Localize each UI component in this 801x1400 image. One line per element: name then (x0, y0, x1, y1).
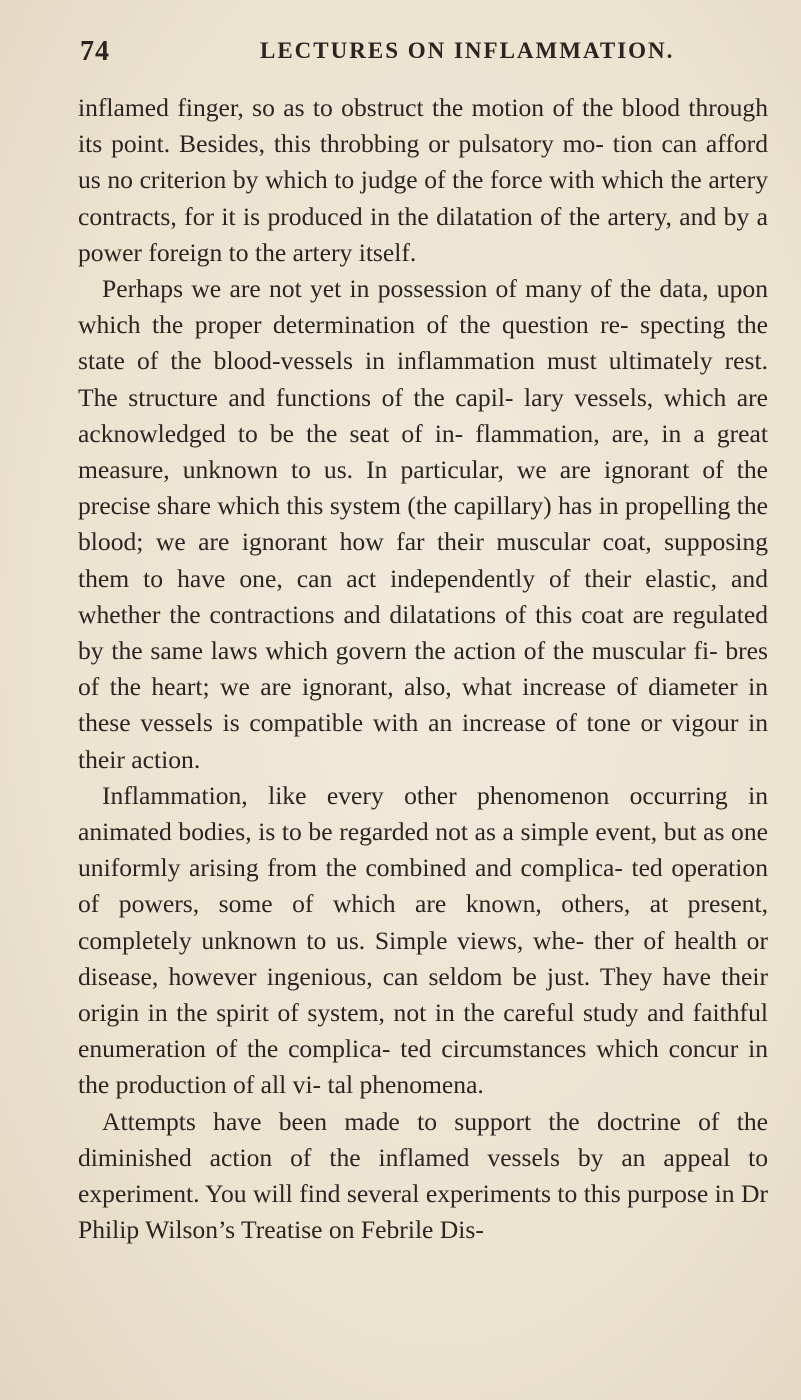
paragraph-continuation: inflamed finger, so as to obstruct the motion of the blood through its point. Besides, this throbbing or pulsatory mo- tion can afford us no criterion by which to judge of the force with which the artery contracts, for it is produced in the dilatation of the artery, and by a power foreign to the artery itself. (78, 93, 768, 267)
page-number: 74 (80, 36, 110, 67)
paragraph-inflammation-phenomenon: Inflammation, like every other phenomenon occurring in animated bodies, is to be regarded not as a simple event, but as one uniformly arising from the combined and complica- ted operation of powers, some of which are known, others, at present, completely unknown to us. Simple views, whe- ther of health or disease, however ingenious, can seldom be just. They have their origin in the spirit of system, not in the careful study and faithful enumeration of the complica- ted circumstances which concur in the production of all vi- tal phenomena. (78, 780, 768, 1100)
running-title: LECTURES ON INFLAMMATION. (260, 38, 675, 63)
paragraph-data-question: Perhaps we are not yet in possession of many of the data, upon which the proper determination of the question re- specting the state of the blood-vessels in inflammation must ultimately rest. The structure and functions of the capil- lary vessels, which are acknowledged to be the seat of in- flammation, are, in a great measure, unknown to us. In particular, we are ignorant of the precise share which this system (the capillary) has in propelling the blood; we are ignorant how far their muscular coat, supposing them to have one, can act independently of their elastic, and whether the contractions and dilatations of this coat are regulated by the same laws which govern the action of the muscular fi- bres of the heart; we are ignorant, also, what increase of diameter in these vessels is compatible with an increase of tone or vigour in their action. (78, 274, 768, 774)
page-header (72, 36, 762, 76)
paragraph-experiments: Attempts have been made to support the doctrine of the diminished action of the inflamed vessels by an appeal to experiment. You will find several experiments to this purpose in Dr Philip Wilson’s Treatise on Febrile Dis- (78, 1106, 768, 1245)
body-text (78, 90, 768, 1249)
